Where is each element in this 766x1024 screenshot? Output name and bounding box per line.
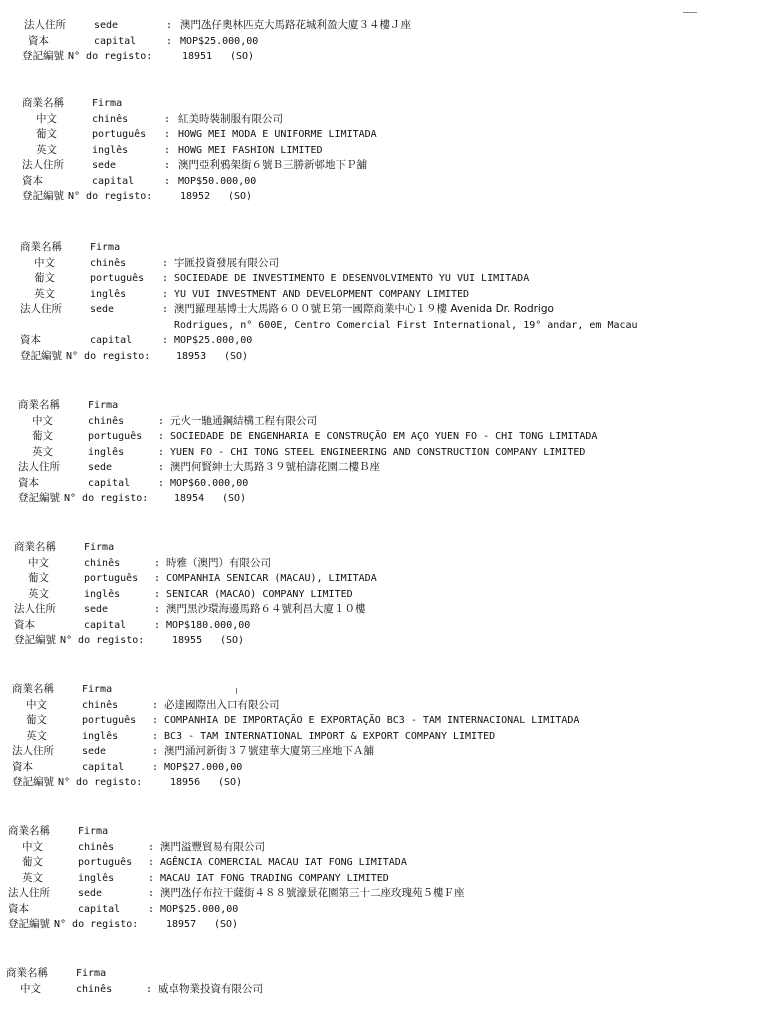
label-pt: N° do registo:	[68, 191, 153, 202]
colon: :	[158, 415, 165, 427]
capital-row	[22, 174, 762, 190]
ingles-row	[8, 871, 748, 887]
registo-number: 18957	[166, 919, 197, 930]
registo-row	[12, 775, 752, 791]
registry-entry-18955	[14, 540, 754, 649]
capital-value: MOP$50.000,00	[178, 175, 257, 187]
colon: :	[158, 446, 165, 458]
label-pt: Firma	[92, 98, 123, 109]
registry-entry-18952	[22, 96, 762, 205]
label-zh: 法人住所	[20, 303, 62, 315]
colon: :	[166, 20, 173, 31]
sede-row	[22, 158, 762, 174]
label-zh: 登記編號	[14, 634, 56, 646]
label-pt: N° do registo:	[64, 493, 149, 504]
colon: :	[148, 903, 155, 915]
capital-row	[12, 760, 752, 776]
firma-row	[8, 824, 748, 840]
registo-so: (SO)	[230, 51, 255, 62]
registo-so: (SO)	[224, 350, 249, 362]
label-pt: sede	[94, 20, 119, 31]
colon: :	[164, 144, 171, 156]
label-zh: 中文	[22, 840, 43, 853]
label-pt: chinês	[88, 415, 125, 427]
label-zh: 商業名稱	[22, 97, 64, 109]
registry-entry-18957	[8, 824, 748, 933]
sede-value: 澳門何賢紳士大馬路３９號柏濤花園二樓Ｂ座	[170, 461, 380, 473]
label-zh: 葡文	[22, 856, 43, 868]
label-zh: 法人住所	[12, 745, 54, 757]
colon: :	[162, 273, 169, 284]
portugues-row	[12, 713, 752, 729]
registo-so: (SO)	[220, 635, 245, 646]
colon: :	[158, 462, 165, 473]
label-pt: sede	[82, 746, 107, 757]
label-pt: inglês	[90, 288, 127, 300]
chines-row	[20, 256, 760, 272]
label-zh: 資本	[20, 334, 41, 346]
label-pt: inglês	[84, 588, 121, 600]
registo-so: (SO)	[218, 777, 243, 788]
scan-mark	[683, 12, 697, 13]
portugues-row	[20, 271, 760, 287]
label-pt: sede	[88, 462, 113, 473]
colon: :	[154, 573, 161, 584]
capital-row	[20, 333, 760, 349]
registo-so: (SO)	[222, 493, 247, 504]
label-pt: português	[84, 573, 139, 584]
registo-row	[14, 633, 754, 649]
ingles-value: YUEN FO - CHI TONG STEEL ENGINEERING AND CONSTRUCTION COMPANY LIMITED	[170, 446, 586, 458]
label-pt: inglês	[78, 872, 115, 884]
ingles-row	[18, 445, 758, 461]
label-pt: chinês	[76, 983, 113, 995]
colon: :	[162, 335, 169, 346]
colon: :	[162, 257, 169, 269]
label-zh: 英文	[36, 143, 57, 156]
label-zh: 商業名稱	[18, 399, 60, 411]
label-zh: 英文	[26, 729, 47, 742]
colon: :	[148, 888, 155, 899]
colon: :	[152, 730, 159, 742]
label-zh: 登記編號	[12, 776, 54, 788]
colon: :	[152, 761, 159, 773]
colon: :	[148, 872, 155, 884]
label-zh: 葡文	[26, 714, 47, 726]
chines-value: 元火一馳通鋼結構工程有限公司	[170, 414, 317, 427]
registo-row	[20, 349, 760, 365]
label-zh: 中文	[32, 414, 53, 427]
capital-row	[22, 34, 762, 50]
sede-value-continued: Rodrigues, n° 600E, Centro Comercial First International, 19° andar, em Macau	[174, 319, 638, 331]
label-pt: inglês	[88, 446, 125, 458]
colon: :	[166, 35, 173, 47]
registry-entry-18953	[20, 240, 760, 364]
colon: :	[154, 619, 161, 631]
portugues-value: AGÊNCIA COMERCIAL MACAU IAT FONG LIMITADA	[160, 857, 407, 868]
colon: :	[152, 699, 159, 711]
sede-value: 澳門涌河新街３７號建華大廈第三座地下Ａ舖	[164, 745, 374, 757]
label-pt: capital	[94, 35, 137, 47]
label-pt: inglês	[92, 144, 129, 156]
capital-value: MOP$180.000,00	[166, 619, 251, 631]
firma-row	[12, 682, 752, 698]
sede-row	[20, 302, 760, 318]
colon: :	[164, 113, 171, 125]
registo-row	[22, 49, 762, 65]
label-zh: 英文	[32, 445, 53, 458]
colon: :	[154, 588, 161, 600]
label-pt: português	[78, 857, 133, 868]
label-zh: 中文	[28, 556, 49, 569]
ingles-value: BC3 - TAM INTERNATIONAL IMPORT & EXPORT COMPANY LIMITED	[164, 730, 496, 742]
chines-row	[14, 556, 754, 572]
firma-row	[20, 240, 760, 256]
label-zh: 資本	[18, 476, 39, 489]
capital-value: MOP$25.000,00	[174, 335, 253, 346]
label-pt: português	[92, 129, 147, 140]
label-pt: inglês	[82, 730, 119, 742]
registo-number: 18953	[176, 350, 207, 362]
label-zh: 中文	[26, 698, 47, 711]
chines-value: 威卓物業投資有限公司	[158, 982, 263, 995]
chines-row	[6, 982, 746, 998]
ingles-value: MACAU IAT FONG TRADING COMPANY LIMITED	[160, 872, 389, 884]
registo-row	[8, 917, 748, 933]
ingles-value: SENICAR (MACAO) COMPANY LIMITED	[166, 588, 353, 600]
label-zh: 登記編號	[8, 918, 50, 930]
colon: :	[162, 288, 169, 300]
ingles-value: HOWG MEI FASHION LIMITED	[178, 144, 323, 156]
portugues-value: COMPANHIA DE IMPORTAÇÃO E EXPORTAÇÃO BC3 - TAM INTERNACIONAL LIMITADA	[164, 715, 580, 726]
colon: :	[164, 129, 171, 140]
registo-row	[22, 189, 762, 205]
capital-value: MOP$25.000,00	[180, 35, 259, 47]
label-pt: português	[88, 431, 143, 442]
label-pt: capital	[90, 335, 133, 346]
label-pt: capital	[88, 477, 131, 489]
label-zh: 登記編號	[18, 492, 60, 504]
registo-number: 18956	[170, 777, 201, 788]
capital-value: MOP$60.000,00	[170, 477, 249, 489]
colon: :	[146, 983, 153, 995]
label-zh: 英文	[22, 871, 43, 884]
sede-value: 澳門黑沙環海邊馬路６４號利昌大廈１０樓	[166, 603, 366, 615]
sede-value: 澳門氹仔布拉干薩街４８８號濠景花園第三十二座玫瑰苑５樓Ｆ座	[160, 887, 465, 899]
label-pt: capital	[82, 761, 125, 773]
label-zh: 法人住所	[24, 19, 66, 31]
label-pt: N° do registo:	[60, 635, 145, 646]
portugues-row	[18, 429, 758, 445]
label-pt: N° do registo:	[68, 51, 153, 62]
label-zh: 葡文	[32, 430, 53, 442]
label-pt: chinês	[90, 257, 127, 269]
label-zh: 商業名稱	[12, 683, 54, 695]
registo-so: (SO)	[214, 919, 239, 930]
firma-row	[18, 398, 758, 414]
label-zh: 英文	[28, 587, 49, 600]
sede-value: 澳門羅理基博士大馬路６００號Ｅ第一國際商業中心１９樓 Avenida Dr. Rodrigo	[174, 303, 554, 315]
label-pt: português	[82, 715, 137, 726]
label-pt: sede	[90, 304, 115, 315]
ingles-row	[14, 587, 754, 603]
colon: :	[154, 604, 161, 615]
label-zh: 葡文	[34, 272, 55, 284]
sede-continuation-row	[20, 318, 760, 334]
registo-number: 18952	[180, 191, 211, 202]
colon: :	[148, 857, 155, 868]
capital-row	[14, 618, 754, 634]
label-pt: chinês	[92, 113, 129, 125]
label-pt: sede	[78, 888, 103, 899]
colon: :	[152, 715, 159, 726]
label-pt: capital	[92, 175, 135, 187]
ingles-row	[12, 729, 752, 745]
portugues-value: COMPANHIA SENICAR (MACAU), LIMITADA	[166, 573, 377, 584]
label-zh: 資本	[14, 618, 35, 631]
registry-entry-18956	[12, 682, 752, 791]
registo-row	[18, 491, 758, 507]
colon: :	[158, 477, 165, 489]
label-zh: 中文	[36, 112, 57, 125]
portugues-row	[14, 571, 754, 587]
chines-value: 宇匯投資發展有限公司	[174, 256, 279, 269]
ingles-value: YU VUI INVESTMENT AND DEVELOPMENT COMPANY LIMITED	[174, 288, 470, 300]
sede-row	[14, 602, 754, 618]
capital-row	[8, 902, 748, 918]
firma-row	[14, 540, 754, 556]
registry-entry-partial	[6, 966, 746, 997]
portugues-value: SOCIEDADE DE ENGENHARIA E CONSTRUÇÃO EM AÇO YUEN FO - CHI TONG LIMITADA	[170, 431, 598, 442]
label-pt: capital	[78, 903, 121, 915]
label-zh: 中文	[20, 982, 41, 995]
registo-number: 18951	[182, 51, 213, 62]
ingles-row	[22, 143, 762, 159]
firma-row	[22, 96, 762, 112]
chines-value: 必達國際出入口有限公司	[164, 698, 280, 711]
label-pt: Firma	[84, 542, 115, 553]
capital-row	[18, 476, 758, 492]
portugues-row	[8, 855, 748, 871]
label-zh: 法人住所	[22, 159, 64, 171]
colon: :	[154, 557, 161, 569]
registo-so: (SO)	[228, 191, 253, 202]
portugues-value: HOWG MEI MODA E UNIFORME LIMITADA	[178, 129, 377, 140]
label-zh: 法人住所	[8, 887, 50, 899]
registry-entry-18951	[22, 18, 762, 65]
sede-value: 澳門氹仔奧林匹克大馬路花城利盈大廈３４樓Ｊ座	[180, 19, 411, 31]
colon: :	[162, 304, 169, 315]
colon: :	[158, 431, 165, 442]
label-zh: 登記編號	[22, 50, 64, 62]
label-zh: 葡文	[36, 128, 57, 140]
label-zh: 資本	[28, 34, 49, 47]
colon: :	[164, 160, 171, 171]
chines-value: 時雅（澳門）有限公司	[166, 556, 271, 569]
label-zh: 商業名稱	[20, 241, 62, 253]
firma-row	[6, 966, 746, 982]
label-zh: 中文	[34, 256, 55, 269]
label-zh: 商業名稱	[8, 825, 50, 837]
label-zh: 資本	[12, 760, 33, 773]
label-pt: N° do registo:	[54, 919, 139, 930]
sede-row	[18, 460, 758, 476]
sede-row	[8, 886, 748, 902]
capital-value: MOP$27.000,00	[164, 761, 243, 773]
portugues-value: SOCIEDADE DE INVESTIMENTO E DESENVOLVIMENTO YU VUI LIMITADA	[174, 273, 530, 284]
label-pt: chinês	[78, 841, 115, 853]
label-zh: 資本	[22, 174, 43, 187]
label-pt: Firma	[78, 826, 109, 837]
label-pt: N° do registo:	[66, 350, 151, 362]
label-zh: 法人住所	[18, 461, 60, 473]
chines-row	[22, 112, 762, 128]
label-pt: Firma	[76, 968, 107, 979]
sede-value: 澳門亞利鴉架街６號Ｂ三勝新邨地下Ｐ舖	[178, 159, 367, 171]
label-zh: 英文	[34, 287, 55, 300]
label-zh: 葡文	[28, 572, 49, 584]
sede-row	[12, 744, 752, 760]
ingles-row	[20, 287, 760, 303]
chines-row	[18, 414, 758, 430]
label-zh: 資本	[8, 902, 29, 915]
label-zh: 商業名稱	[14, 541, 56, 553]
capital-value: MOP$25.000,00	[160, 903, 239, 915]
registo-number: 18955	[172, 635, 203, 646]
label-zh: 商業名稱	[6, 967, 48, 979]
label-zh: 登記編號	[22, 190, 64, 202]
registo-number: 18954	[174, 493, 205, 504]
registry-entry-18954	[18, 398, 758, 507]
label-pt: português	[90, 273, 145, 284]
colon: :	[164, 175, 171, 187]
label-pt: sede	[84, 604, 109, 615]
chines-value: 澳門溢豐貿易有限公司	[160, 840, 265, 853]
label-pt: chinês	[84, 557, 121, 569]
sede-row	[22, 18, 762, 34]
portugues-row	[22, 127, 762, 143]
chines-row	[12, 698, 752, 714]
label-pt: Firma	[90, 242, 121, 253]
chines-value: 紅美時裝制服有限公司	[178, 112, 283, 125]
chines-row	[8, 840, 748, 856]
colon: :	[148, 841, 155, 853]
label-pt: Firma	[88, 400, 119, 411]
label-pt: capital	[84, 619, 127, 631]
label-zh: 登記編號	[20, 349, 62, 362]
label-pt: N° do registo:	[58, 777, 143, 788]
label-zh: 法人住所	[14, 603, 56, 615]
label-pt: chinês	[82, 699, 119, 711]
colon: :	[152, 746, 159, 757]
label-pt: Firma	[82, 684, 113, 695]
label-pt: sede	[92, 160, 117, 171]
